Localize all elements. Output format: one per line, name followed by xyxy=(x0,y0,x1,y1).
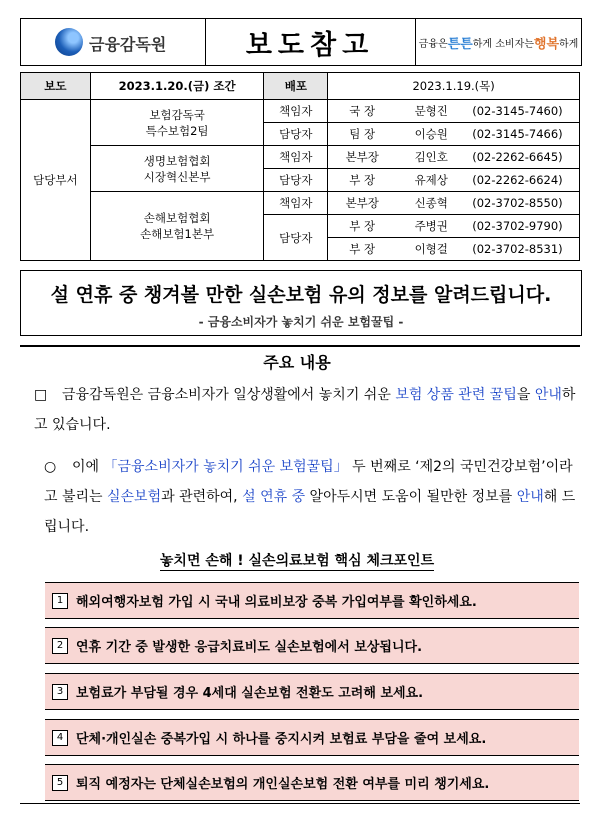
contact-person: 유제상 xyxy=(414,173,448,187)
press-header xyxy=(20,18,582,66)
contact-row xyxy=(328,192,580,215)
p1-text: 하고 있습니다. xyxy=(34,387,576,433)
p2-text: 이에 xyxy=(72,459,104,475)
contact-role: 담당자 xyxy=(264,169,328,192)
contact-row xyxy=(328,215,580,238)
contact-row xyxy=(328,100,580,123)
department-name xyxy=(90,192,264,261)
contact-role: 담당자 xyxy=(264,123,328,146)
p1-text: 을 xyxy=(516,387,535,403)
subheadline: - 금융소비자가 놓치기 쉬운 보험꿀팁 - xyxy=(198,315,404,329)
bottom-rule xyxy=(20,803,580,804)
p1-highlight: 안내 xyxy=(534,387,562,403)
item-text: 퇴직 예정자는 단체실손보험의 개인실손보험 전환 여부를 미리 챙기세요. xyxy=(76,777,490,792)
contact-rank: 부 장 xyxy=(349,219,376,233)
headline: 설 연휴 중 챙겨볼 만한 실손보험 유의 정보를 알려드립니다. xyxy=(50,284,552,306)
contact-rank: 부 장 xyxy=(349,242,376,256)
item-text: 해외여행자보험 가입 시 국내 의료비보장 중복 가입여부를 확인하세요. xyxy=(76,595,477,610)
contact-role: 책임자 xyxy=(264,192,328,215)
slogan xyxy=(416,19,581,65)
fss-logo-text: 금융감독원 xyxy=(89,35,167,54)
item-number: 1 xyxy=(52,593,68,609)
contact-person: 문형진 xyxy=(414,104,448,118)
department-name-line: 손해보험협회 xyxy=(143,211,211,225)
box-bullet: □ xyxy=(34,387,48,403)
department-name-line: 시장혁신본부 xyxy=(143,169,211,184)
item-number: 2 xyxy=(52,638,68,654)
item-number: 4 xyxy=(52,730,68,746)
p2-text: 알아두시면 도움이 될만한 정보를 xyxy=(305,489,517,505)
contact-role: 담당자 xyxy=(264,215,328,261)
department-name xyxy=(90,100,264,146)
document-type: 보도참고 xyxy=(205,19,416,65)
contact-phone: (02-3702-8550) xyxy=(472,196,563,210)
contact-person: 김인호 xyxy=(414,150,448,164)
contact-rank: 팀 장 xyxy=(349,127,376,141)
contact-row xyxy=(328,238,580,261)
contact-person: 이승원 xyxy=(414,127,448,141)
distribution-label: 배포 xyxy=(264,73,328,100)
release-label: 보도 xyxy=(21,73,91,100)
contact-phone: (02-3145-7460) xyxy=(472,104,563,118)
checklist-item xyxy=(45,673,579,710)
department-name xyxy=(90,146,264,192)
item-text: 보험료가 부담될 경우 4세대 실손보험 전환도 고려해 보세요. xyxy=(76,686,424,701)
item-number: 5 xyxy=(52,775,68,791)
item-text: 연휴 기간 중 발생한 응급치료비도 실손보험에서 보상됩니다. xyxy=(76,640,423,655)
checklist-heading xyxy=(0,550,594,570)
checklist-item xyxy=(45,719,579,756)
contact-phone: (02-3145-7466) xyxy=(472,127,563,141)
p2-text: 두 번째로 ‘제2의 국민건강보험’이라고 불리는 xyxy=(44,459,573,505)
department-name-line: 생명보험협회 xyxy=(143,153,211,168)
contact-person: 이형걸 xyxy=(414,242,448,256)
fss-logo-icon xyxy=(55,28,83,56)
contact-rank: 부 장 xyxy=(349,173,376,187)
contact-person: 주병권 xyxy=(414,219,448,233)
p2-highlight: 설 연휴 중 xyxy=(242,489,306,505)
p1-text: 금융감독원은 금융소비자가 일상생활에서 놓치기 쉬운 xyxy=(62,387,396,403)
section-divider xyxy=(20,345,580,347)
department-name-line: 손해보험1본부 xyxy=(140,227,215,241)
department-name-line: 특수보험2팀 xyxy=(145,123,209,138)
p1-highlight: 보험 상품 관련 꿀팁 xyxy=(395,387,517,403)
contact-role: 책임자 xyxy=(264,146,328,169)
contact-rank: 본부장 xyxy=(345,196,379,210)
section-heading: 주요 내용 xyxy=(263,353,331,372)
contact-phone: (02-3702-8531) xyxy=(472,242,563,256)
department-label: 담당부서 xyxy=(21,100,91,261)
item-text: 단체·개인실손 중복가입 시 하나를 중지시켜 보험료 부담을 줄여 보세요. xyxy=(76,732,487,747)
checklist-item xyxy=(45,627,579,664)
contact-role: 책임자 xyxy=(264,100,328,123)
p2-highlight: 「금융소비자가 놓치기 쉬운 보험꿀팁」 xyxy=(103,459,348,475)
slogan-post: 하게 xyxy=(559,38,579,50)
circle-bullet: ○ xyxy=(44,459,57,475)
checklist-item xyxy=(45,764,579,801)
contact-row xyxy=(328,169,580,192)
release-info-table xyxy=(20,72,580,261)
contact-phone: (02-2262-6645) xyxy=(472,150,563,164)
distribution-value: 2023.1.19.(목) xyxy=(328,73,580,100)
paragraph-1 xyxy=(34,380,579,440)
slogan-mid: 하게 소비자는 xyxy=(472,38,534,50)
item-number: 3 xyxy=(52,684,68,700)
slogan-pre: 금융은 xyxy=(418,38,448,50)
p2-text: 해 드립니다. xyxy=(44,489,576,535)
contact-person: 신종혁 xyxy=(414,196,448,210)
headline-box xyxy=(20,270,582,336)
contact-phone: (02-3702-9790) xyxy=(472,219,563,233)
slogan-word-2: 행복 xyxy=(533,36,560,52)
paragraph-2 xyxy=(44,452,579,542)
contact-phone: (02-2262-6624) xyxy=(472,173,563,187)
p2-text: 과 관련하여, xyxy=(161,489,243,505)
fss-logo xyxy=(21,19,206,65)
contact-rank: 본부장 xyxy=(345,150,379,164)
p2-highlight: 안내 xyxy=(516,489,544,505)
p2-highlight: 실손보험 xyxy=(107,489,162,505)
slogan-word-1: 튼튼 xyxy=(447,36,473,52)
checklist-item xyxy=(45,582,579,619)
department-name-line: 보험감독국 xyxy=(149,107,205,122)
contact-row xyxy=(328,123,580,146)
contact-rank: 국 장 xyxy=(349,104,376,118)
contact-row xyxy=(328,146,580,169)
release-value: 2023.1.20.(금) 조간 xyxy=(90,73,264,100)
checklist-heading-text: 놓치면 손해 ! 실손의료보험 핵심 체크포인트 xyxy=(159,553,435,569)
